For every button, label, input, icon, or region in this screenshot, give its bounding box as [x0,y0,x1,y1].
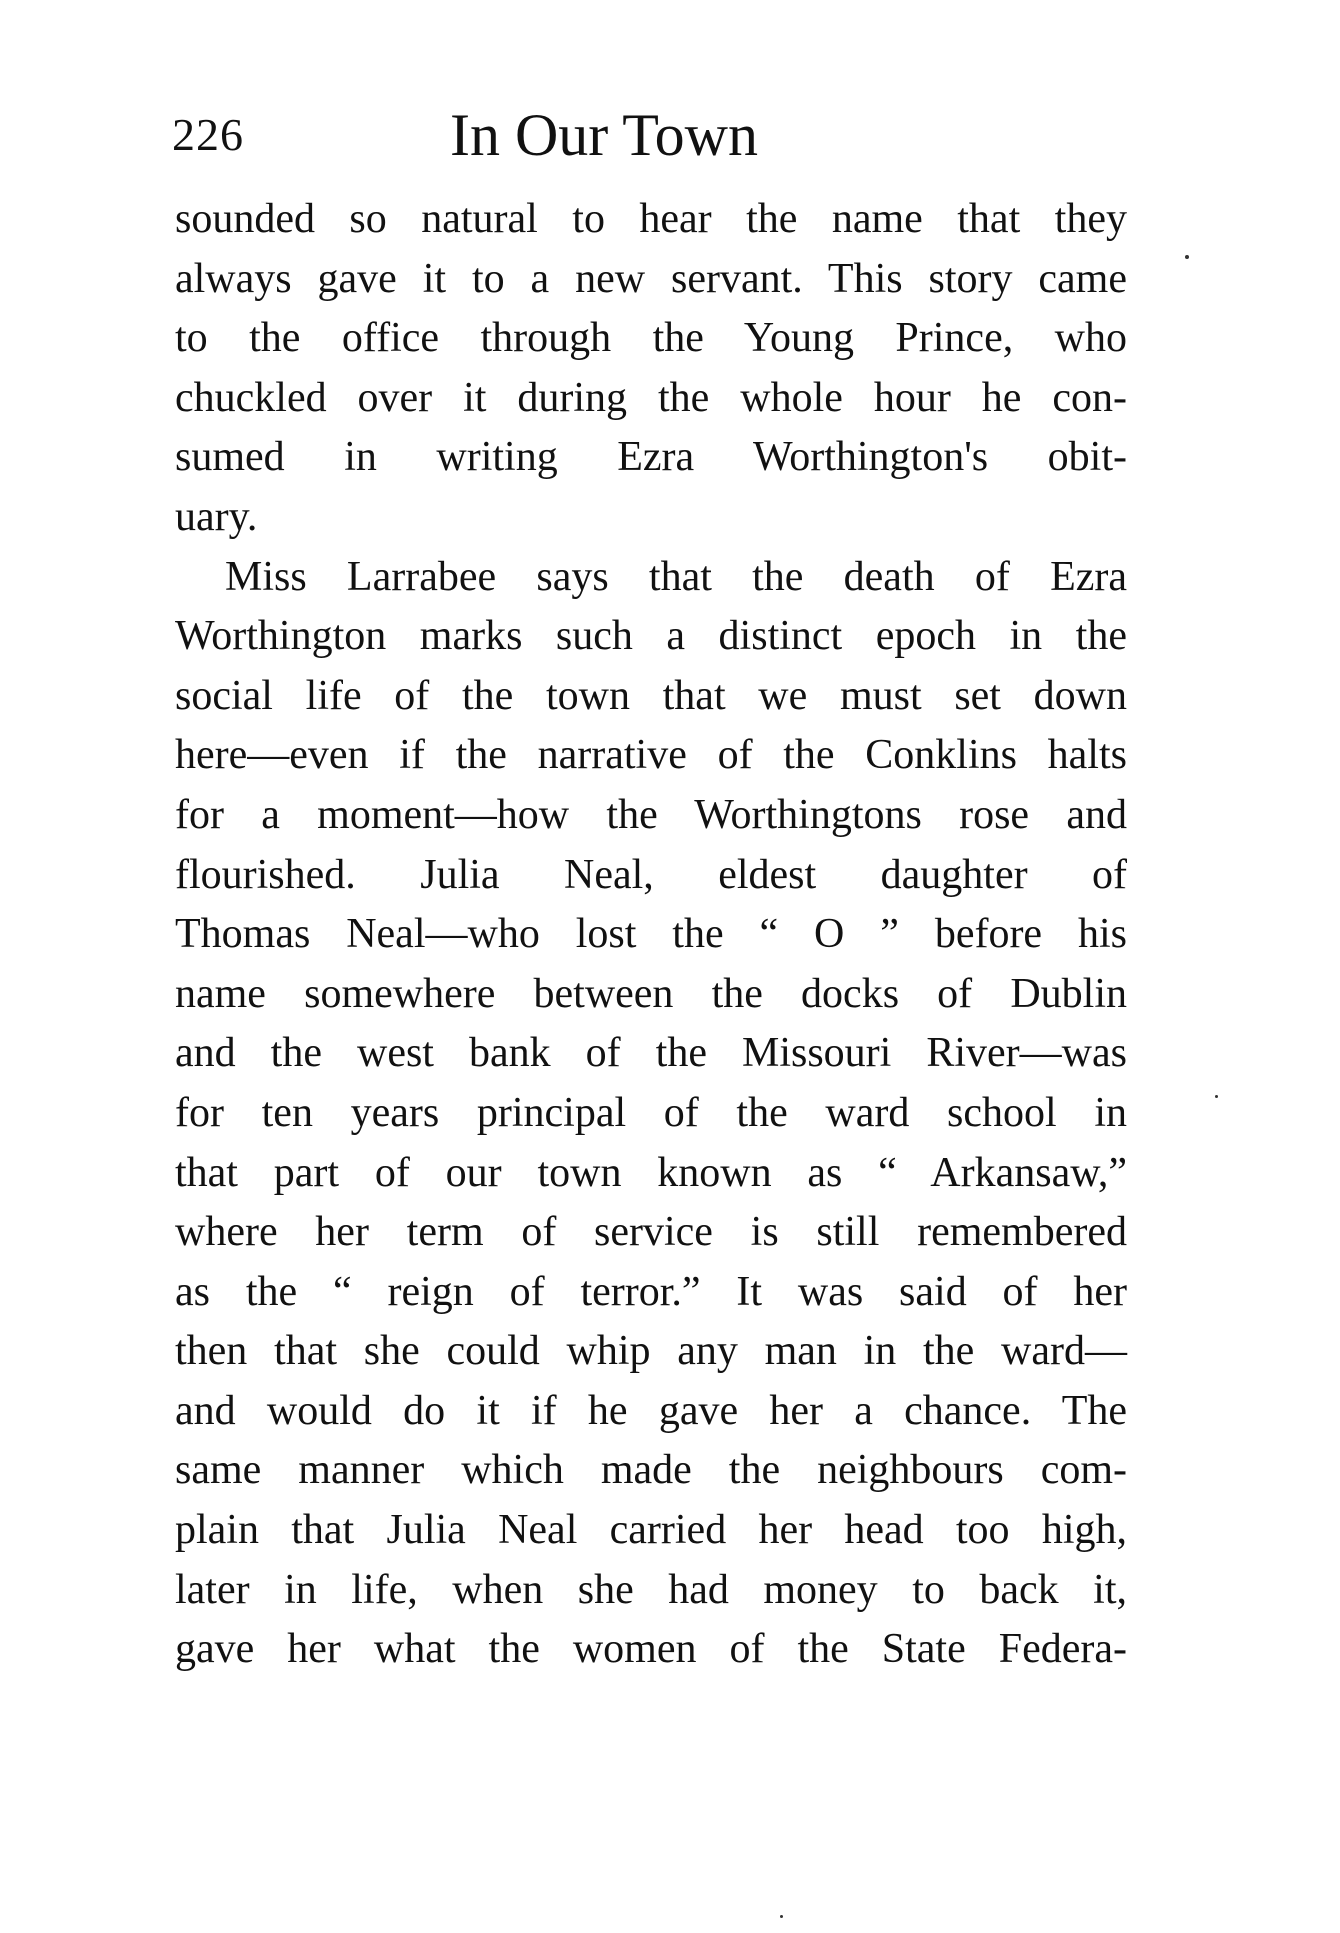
scan-speck [780,1915,783,1918]
running-head [172,100,1132,170]
text-line: gave her what the women of the State Federa- [175,1626,1127,1673]
text-line: as the “ reign of terror.” It was said of her [175,1268,1127,1315]
text-line: same manner which made the neighbours com- [175,1447,1127,1494]
text-line-paragraph-start: Miss Larrabee says that the death of Ezra [225,553,1127,600]
text-line: chuckled over it during the whole hour he con- [175,374,1127,421]
text-line: social life of the town that we must set down [175,672,1127,719]
text-line: name somewhere between the docks of Dublin [175,970,1127,1017]
text-line: later in life, when she had money to back it, [175,1566,1127,1613]
text-line: for ten years principal of the ward school in [175,1089,1127,1136]
scan-speck [1185,255,1189,259]
running-title: In Our Town [450,102,758,168]
text-line: and would do it if he gave her a chance. The [175,1387,1127,1434]
text-line: uary. [175,493,258,540]
text-line: then that she could whip any man in the ward— [175,1328,1127,1375]
text-line: sumed in writing Ezra Worthington's obit- [175,434,1127,481]
text-line: and the west bank of the Missouri River—was [175,1030,1127,1077]
text-line: Thomas Neal—who lost the “ O ” before his [175,911,1127,958]
text-line: always gave it to a new servant. This story came [175,255,1127,302]
text-line: where her term of service is still remembered [175,1209,1127,1256]
text-line: sounded so natural to hear the name that they [175,196,1127,242]
text-line: plain that Julia Neal carried her head too high, [175,1507,1127,1554]
text-line: that part of our town known as “ Arkansaw,” [175,1149,1127,1196]
page-number: 226 [172,109,244,160]
scan-speck [1215,1095,1218,1098]
text-line: Worthington marks such a distinct epoch in the [175,613,1127,660]
text-line: here—even if the narrative of the Conklins halts [175,732,1127,779]
text-line: to the office through the Young Prince, who [175,315,1127,362]
text-line: for a moment—how the Worthingtons rose and [175,791,1127,838]
body-text [175,190,1127,1680]
text-line: flourished. Julia Neal, eldest daughter of [175,851,1127,898]
